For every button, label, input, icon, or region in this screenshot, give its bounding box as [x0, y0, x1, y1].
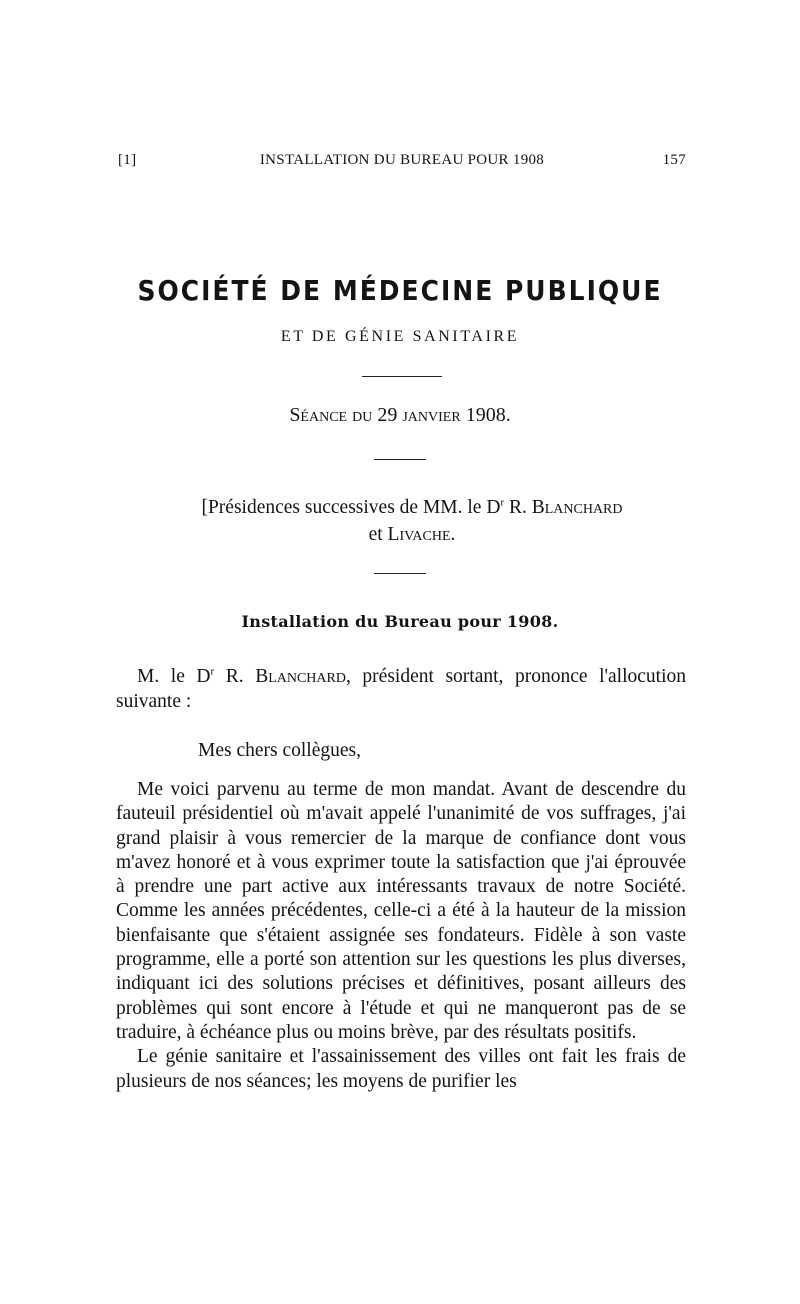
- seance-day: 29: [377, 404, 398, 426]
- page-subtitle: ET DE GÉNIE SANITAIRE: [280, 328, 520, 345]
- presidences-end: .: [450, 524, 456, 545]
- body-paragraph: Le génie sanitaire et l'assainissement des villes ont fait les frais de plusieurs de nos séances; les moyens de purifier les: [116, 1046, 686, 1092]
- seance-date: [0, 404, 800, 427]
- seance-label: Séance: [289, 404, 348, 426]
- seance-year: 1908.: [465, 404, 511, 426]
- president-name-livache: Livache: [387, 524, 451, 545]
- seance-du: du: [352, 404, 373, 426]
- page-title: SOCIÉTÉ DE MÉDECINE PUBLIQUE: [137, 274, 663, 307]
- presidences-initial: R.: [504, 497, 532, 518]
- divider-rule: [374, 573, 426, 574]
- intro-rest: , président sortant, prononce l'allocution suivante :: [116, 666, 686, 712]
- president-name-blanchard: Blanchard: [531, 497, 623, 518]
- intro-paragraph: [116, 664, 686, 714]
- page-number: 157: [662, 152, 686, 168]
- section-number: [1]: [118, 152, 137, 168]
- presidences-note: [142, 494, 682, 548]
- salutation: Mes chers collègues,: [198, 740, 361, 761]
- intro-start: M. le D: [137, 666, 211, 687]
- section-heading: Installation du Bureau pour 1908.: [241, 612, 559, 631]
- body-text: [116, 778, 686, 1094]
- intro-doctor-sup: r: [210, 665, 215, 678]
- intro-name: Blanchard: [255, 666, 346, 687]
- intro-initial: R.: [214, 666, 256, 687]
- seance-month: janvier: [402, 404, 461, 426]
- running-head: [118, 152, 686, 176]
- divider-rule: [362, 376, 442, 377]
- divider-rule: [374, 459, 426, 460]
- running-head-title: INSTALLATION DU BUREAU POUR 1908: [259, 152, 545, 168]
- presidences-text: [Présidences successives de MM. le D: [201, 497, 501, 518]
- body-paragraph: Me voici parvenu au terme de mon mandat. Avant de descendre du fauteuil présidentiel où m'avait appelé l'unanimité de vos suffrages, j'ai grand plaisir à vous remercier de la marque de confiance dont vous m'avez honoré et à vous exprimer toute la satisfaction que j'ai éprouvée à prendre une part active aux intéressants travaux de notre Société. Comme les années précédentes, celle-ci a été à la hauteur de la mission bienfaisante que s'étaient assignée ses fondateurs. Fidèle à son vaste programme, elle a porté son attention sur les questions les plus diverses, indiquant ici des solutions précises et définitives, posant ailleurs des problèmes qui sont encore à l'étude et qui ne manqueront pas de se traduire, à échéance plus ou moins brève, par des résultats positifs.: [116, 779, 686, 1043]
- presidences-doctor-sup: r: [500, 496, 505, 509]
- presidences-et: et: [368, 524, 388, 545]
